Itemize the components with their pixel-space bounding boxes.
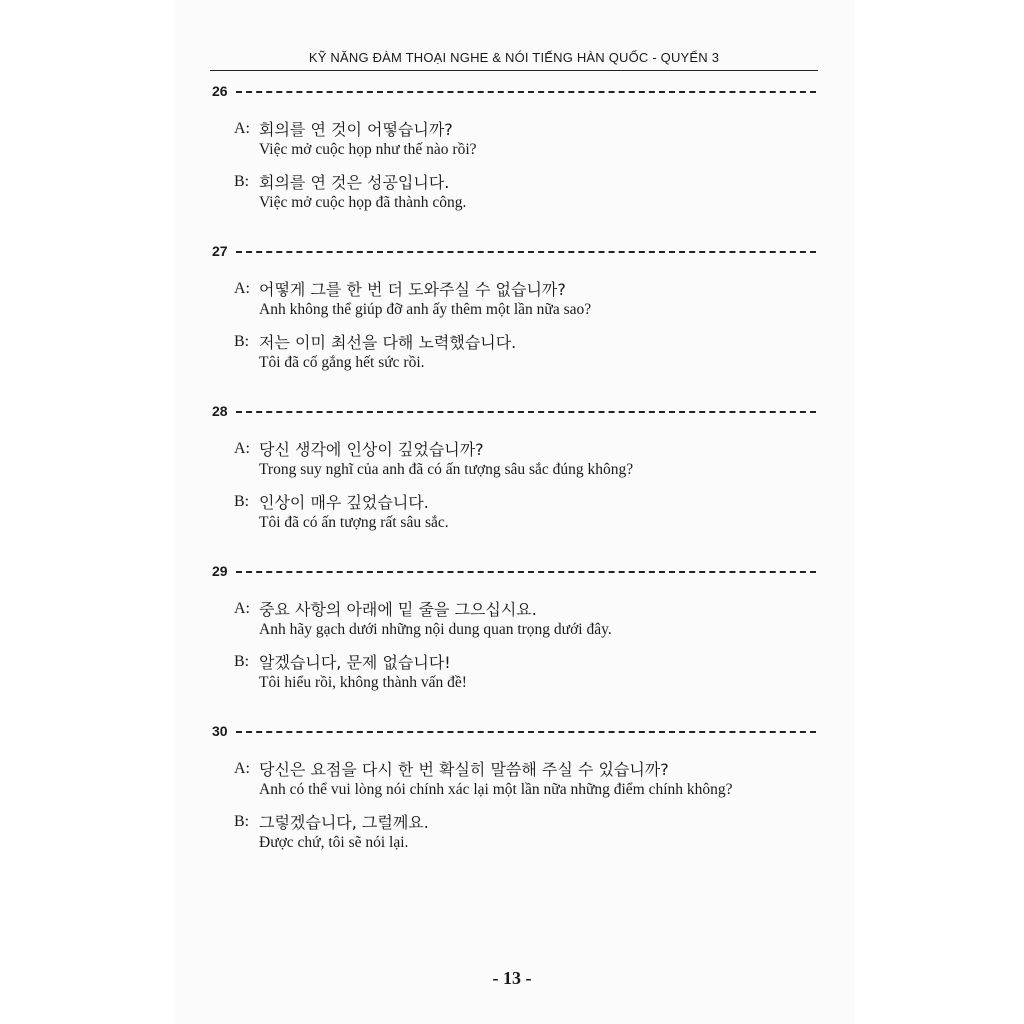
vietnamese-text: Anh hãy gạch dưới những nội dung quan trọng dưới đây. (259, 621, 612, 638)
speaker-b-line (234, 813, 816, 852)
vietnamese-text: Trong suy nghĩ của anh đã có ấn tượng sâu sắc đúng không? (259, 461, 634, 478)
section-divider (236, 731, 816, 733)
korean-text: 저는 이미 최선을 다해 노력했습니다. (259, 333, 517, 352)
dialogue-section (212, 242, 816, 372)
speaker-a-line (234, 120, 816, 159)
speaker-b-label: B: (234, 653, 250, 670)
korean-text: 당신은 요점을 다시 한 번 확실히 말씀해 주실 수 있습니까? (259, 760, 669, 779)
dialogue-section (212, 82, 816, 212)
korean-text: 회의를 연 것이 어떻습니까? (259, 120, 453, 139)
korean-text: 중요 사항의 아래에 밑 줄을 그으십시요. (259, 600, 537, 619)
section-heading (212, 242, 816, 260)
section-number: 27 (212, 243, 228, 259)
speaker-a-label: A: (234, 280, 250, 297)
page-number: - 13 - (492, 968, 532, 988)
section-divider (236, 571, 816, 573)
speaker-a-label: A: (234, 120, 250, 137)
speaker-a-label: A: (234, 440, 250, 457)
section-heading (212, 722, 816, 740)
section-heading (212, 82, 816, 100)
korean-text: 당신 생각에 인상이 깊었습니까? (259, 440, 484, 459)
vietnamese-text: Được chứ, tôi sẽ nói lại. (259, 834, 409, 851)
vietnamese-text: Việc mở cuộc họp đã thành công. (259, 194, 467, 211)
vietnamese-text: Tôi đã có ấn tượng rất sâu sắc. (259, 514, 449, 531)
vietnamese-text: Anh không thể giúp đỡ anh ấy thêm một lần nữa sao? (259, 301, 592, 318)
section-divider (236, 91, 816, 93)
vietnamese-text: Anh có thể vui lòng nói chính xác lại một lần nữa những điểm chính không? (259, 781, 733, 798)
speaker-a-line (234, 440, 816, 479)
speaker-b-line (234, 173, 816, 212)
page-header (210, 50, 818, 71)
korean-text: 회의를 연 것은 성공입니다. (259, 173, 450, 192)
korean-text: 그렇겠습니다, 그럴께요. (259, 813, 429, 832)
korean-text: 알겠습니다, 문제 없습니다! (259, 653, 451, 672)
speaker-a-line (234, 280, 816, 319)
dialogue-section (212, 402, 816, 532)
korean-text: 어떻게 그를 한 번 더 도와주실 수 없습니까? (259, 280, 566, 299)
header-title: KỸ NĂNG ĐÀM THOẠI NGHE & NÓI TIẾNG HÀN QUỐC - QUYỂN 3 (308, 50, 720, 65)
speaker-b-line (234, 653, 816, 692)
section-divider (236, 251, 816, 253)
dialogue-section (212, 722, 816, 852)
speaker-a-line (234, 760, 816, 799)
speaker-b-line (234, 333, 816, 372)
korean-text: 인상이 매우 깊었습니다. (259, 493, 429, 512)
vietnamese-text: Tôi đã cố gắng hết sức rồi. (259, 354, 425, 371)
section-number: 29 (212, 563, 228, 579)
speaker-b-line (234, 493, 816, 532)
vietnamese-text: Việc mở cuộc họp như thế nào rồi? (259, 141, 477, 158)
speaker-b-label: B: (234, 173, 250, 190)
speaker-b-label: B: (234, 333, 250, 350)
section-divider (236, 411, 816, 413)
section-number: 30 (212, 723, 228, 739)
dialogue-section (212, 562, 816, 692)
speaker-a-label: A: (234, 600, 250, 617)
speaker-a-label: A: (234, 760, 250, 777)
section-number: 26 (212, 83, 228, 99)
speaker-a-line (234, 600, 816, 639)
speaker-b-label: B: (234, 493, 250, 510)
section-heading (212, 562, 816, 580)
section-heading (212, 402, 816, 420)
vietnamese-text: Tôi hiểu rồi, không thành vấn đề! (259, 674, 467, 691)
section-number: 28 (212, 403, 228, 419)
speaker-b-label: B: (234, 813, 250, 830)
